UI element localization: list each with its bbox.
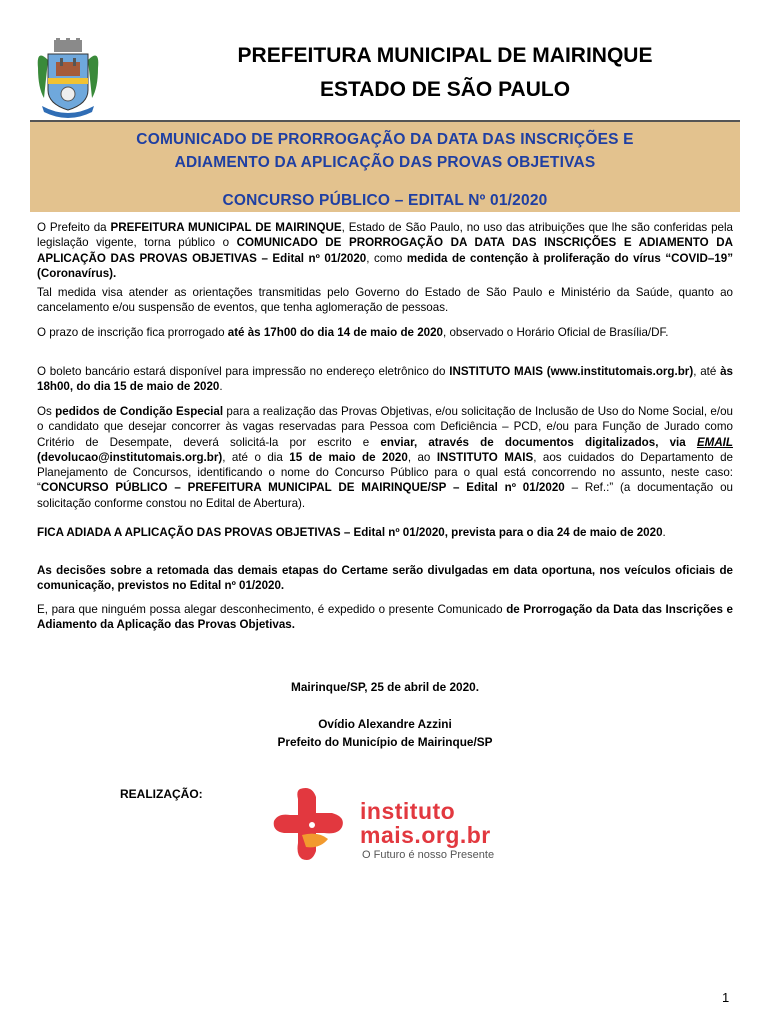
text-run: As decisões sobre a retomada das demais etapas do Certame serão divulgadas em data oportuna, nos veículos oficiais de comunicação, previstos no Edital nº 01/2020. (37, 564, 733, 593)
text-run: às 18h00, do dia 15 de maio de 2020 (37, 365, 734, 394)
issue-date: Mairinque/SP, 25 de abril de 2020. (291, 680, 479, 694)
text-run: PREFEITURA MUNICIPAL DE MAIRINQUE (110, 221, 342, 234)
text-run: E, para que ninguém possa alegar desconhecimento, é expedido o presente Comunicado (37, 603, 507, 616)
text-run: Os (37, 405, 56, 418)
text-run: pedidos de Condição Especial (55, 405, 224, 418)
text-run: , até (693, 365, 721, 378)
text-run: . (662, 526, 666, 539)
text-run: , como (366, 251, 407, 265)
text-run: O Prefeito da (37, 221, 111, 234)
signer-title: Prefeito do Município de Mairinque/SP (277, 735, 493, 749)
realizacao-label: REALIZAÇÃO: (120, 787, 203, 801)
plus-cross-icon (272, 787, 350, 865)
signer-name: Ovídio Alexandre Azzini (318, 717, 452, 731)
municipal-crest-icon (34, 38, 102, 118)
paragraph-intro (37, 220, 733, 281)
text-run: FICA ADIADA A APLICAÇÃO DAS PROVAS OBJETIVAS – Edital nº 01/2020, prevista para o dia 24 de maio de 2020 (37, 526, 663, 539)
header-title: PREFEITURA MUNICIPAL DE MAIRINQUE (237, 44, 653, 67)
text-run: CONCURSO PÚBLICO – PREFEITURA MUNICIPAL DE MAIRINQUE/SP – Edital nº 01/2020 (40, 481, 565, 495)
logo-tagline: O Futuro é nosso Presente (362, 849, 495, 861)
text-run: para a realização das Provas Objetivas, e/ou solicitação de Inclusão de Uso do Nome Social, e/ou o candidato que desejar concorrer às vagas reservadas para Pessoa com Deficiência – PCD, e/ou para Função de Jurado como Critério de Desempate, deverá solicitá-la por escrito e (37, 405, 733, 449)
logo-text-instituto: instituto (360, 798, 456, 824)
text-run: , ao (407, 450, 437, 464)
text-run: de Prorrogação da Data das Inscrições e Adiamento da Aplicação das Provas Objetivas. (37, 603, 733, 632)
text-run: – Ref.:” (a documentação ou solicitação conforme constou no Edital de Abertura). (37, 481, 733, 510)
paragraph-boleto (37, 364, 733, 395)
text-run: O prazo de inscrição fica prorrogado (37, 326, 228, 339)
text-run: . (219, 380, 223, 394)
text-run: , observado o Horário Oficial de Brasília/DF. (443, 326, 669, 339)
text-run: O boleto bancário estará disponível para impressão no endereço eletrônico do (37, 365, 450, 378)
text-run: medida de contenção à proliferação do vírus “COVID–19” (Coronavírus). (37, 251, 733, 280)
text-run: , aos cuidados do Departamento de Planejamento de Concursos, identificando o nome do Concurso Público para o qual está concorrendo no assunto, neste caso: “ (37, 450, 733, 495)
text-run: 15 de maio de 2020 (289, 450, 408, 464)
paragraph-decisions (37, 563, 733, 594)
paragraph-postponed (37, 525, 733, 540)
text-run: , Estado de São Paulo, no uso das atribuições que lhe são conferidas pela legislação vigente, torna público o (37, 221, 734, 250)
text-run: EMAIL (696, 435, 733, 449)
text-run: INSTITUTO MAIS (www.institutomais.org.br) (449, 365, 694, 378)
paragraph-closing-statement (37, 602, 733, 633)
text-run: enviar, através de documentos digitalizados, via (380, 435, 697, 449)
text-run: (devolucao@institutomais.org.br) (37, 450, 223, 464)
paragraph-measure (37, 285, 733, 316)
banner-title-line2: ADIAMENTO DA APLICAÇÃO DAS PROVAS OBJETIVAS (174, 154, 596, 171)
text-run: Tal medida visa atender as orientações transmitidas pelo Governo do Estado de São Paulo e Ministério da Saúde, quanto ao cancelamento e/ou suspensão de eventos, que tenha aglomeração de pessoas. (37, 286, 733, 315)
text-run: COMUNICADO DE PRORROGAÇÃO DA DATA DAS INSCRIÇÕES E ADIAMENTO DA APLICAÇÃO DAS PROVAS OBJETIVAS – Edital nº 01/2020 (37, 236, 733, 265)
text-run: , até o dia (222, 450, 290, 464)
text-run: até às 17h00 do dia 14 de maio de 2020 (227, 326, 443, 339)
text-run: INSTITUTO MAIS (436, 450, 534, 464)
banner-edital: CONCURSO PÚBLICO – EDITAL Nº 01/2020 (222, 192, 548, 209)
banner-title-line1: COMUNICADO DE PRORROGAÇÃO DA DATA DAS INSCRIÇÕES E (136, 131, 634, 148)
header-subtitle: ESTADO DE SÃO PAULO (319, 78, 571, 101)
logo-text-mais: mais.org.br (360, 822, 491, 848)
announcement-banner (30, 120, 740, 212)
instituto-mais-logo (272, 787, 522, 865)
paragraph-special-requests (37, 404, 733, 511)
paragraph-deadline (37, 325, 733, 340)
page-number: 1 (722, 990, 730, 1005)
